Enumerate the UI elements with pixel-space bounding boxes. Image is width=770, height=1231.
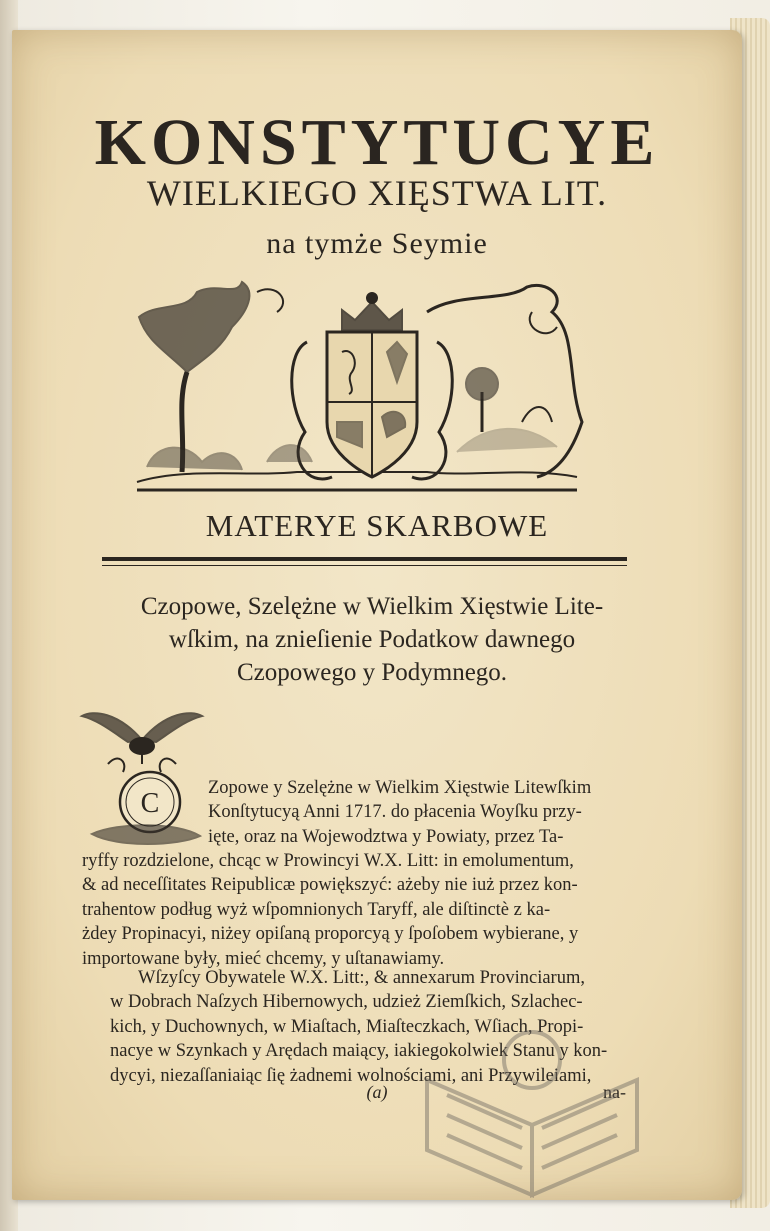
page-subtitle: WIELKIEGO XIĘSTWA LIT. (146, 173, 608, 213)
book-page (12, 30, 742, 1200)
divider-rule (102, 557, 627, 561)
watermark-book-icon (407, 1020, 657, 1200)
drop-initial-letter: C (140, 788, 160, 819)
text-line: Wſzyſcy Obywatele W.X. Litt:, & annexarum Provinciarum, (138, 968, 585, 988)
text-line: w Dobrach Naſzych Hibernowych, udzież Ziemſkich, Szlachec- (110, 992, 583, 1013)
text-line: Zopowe y Szelężne w Wielkim Xięstwie Litewſkim (208, 778, 592, 798)
page-subtitle-secondary: na tymże Seymie (266, 227, 488, 260)
signature-mark: (a) (366, 1082, 388, 1102)
divider-rule-thin (102, 565, 627, 566)
subtitle-line: wſkim, na znieſienie Podatkow dawnego (168, 626, 576, 653)
catchword: na- (603, 1082, 626, 1102)
section-heading: MATERYE SKARBOWE (205, 508, 549, 543)
text-line: ięte, oraz na Wojewodztwa y Powiaty, przez Ta- (208, 826, 564, 847)
paragraph-1-continued (82, 849, 638, 971)
text-line: trahentow podług wyż wſpomnionych Taryff, ale diſtinctè z ka- (82, 899, 551, 920)
text-line: dycyi, niezaſſaniaiąc ſię żadnemi wolnościami, ani Przywileiami, (110, 1065, 592, 1086)
subtitle-line: Czopowe, Szelężne w Wielkim Xięstwie Lite- (140, 593, 604, 620)
text-line: kich, y Duchownych, w Miaſtach, Miaſteczkach, Wſiach, Propi- (110, 1016, 584, 1037)
decorated-initial (78, 702, 206, 852)
section-subtitle (72, 590, 672, 689)
text-line: Konſtytucyą Anni 1717. do płacenia Woyſku przy- (208, 802, 582, 823)
paragraph-1-indented (208, 776, 638, 849)
text-line: ryffy rozdzielone, chcąc w Prowincyi W.X. Litt: in emolumentum, (82, 851, 574, 871)
text-line: nacye w Szynkach y Arędach maiący, iakiegokolwiek Stanu y kon- (110, 1041, 608, 1062)
text-line: żdey Propinacyi, niżey opiſaną proporcyą y ſpoſobem wybierane, y (82, 924, 579, 945)
bird-emblem-icon (78, 702, 206, 852)
text-line: & ad neceſſitates Reipublicæ powiększyć: ażeby nie iuż przez kon- (82, 875, 578, 896)
page-title: KONSTYTUCYE (94, 106, 660, 179)
woodcut-coat-of-arms-illustration (127, 272, 587, 502)
text-line: importowane były, mieć chcemy, y uſtanawiamy. (82, 948, 445, 969)
subtitle-line: Czopowego y Podymnego. (236, 659, 508, 686)
